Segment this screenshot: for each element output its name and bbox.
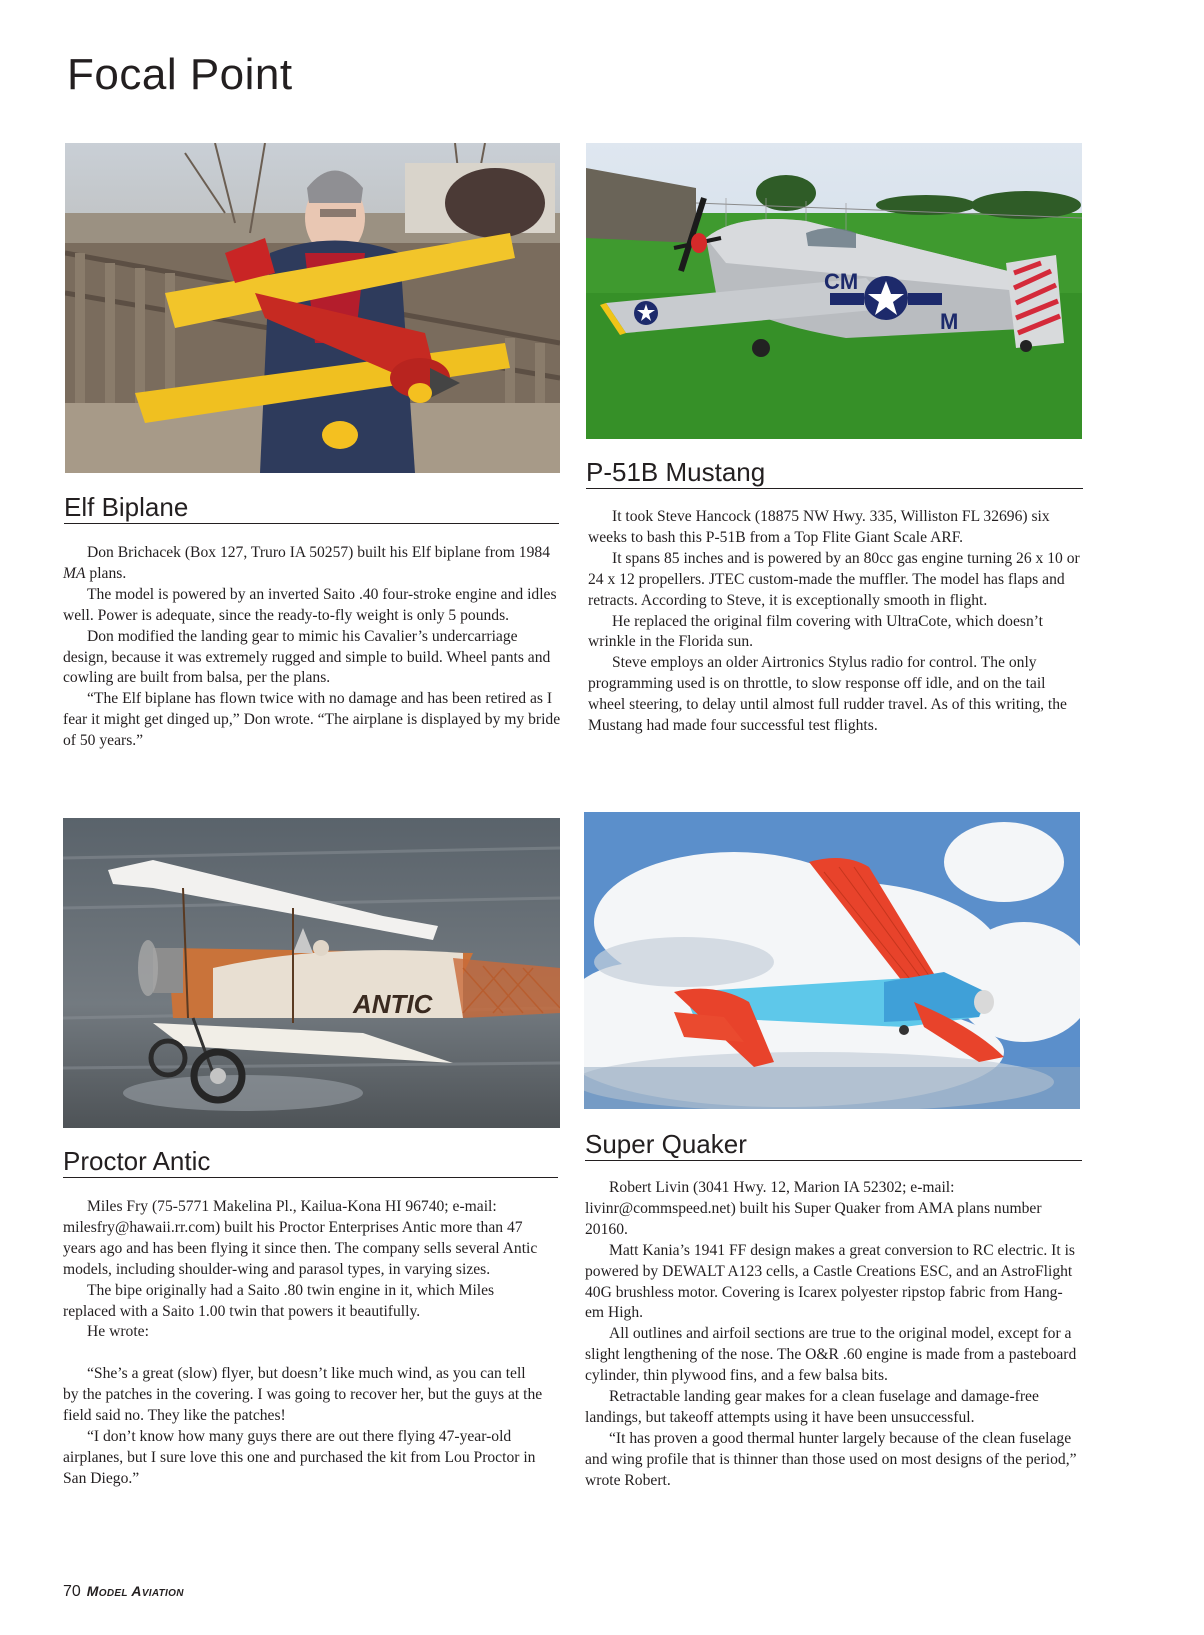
antic-fuselage-text: ANTIC (353, 989, 433, 1019)
paragraph: He replaced the original film covering with UltraCote, which doesn’t wrinkle in the Florida sun. (588, 612, 1044, 651)
super-quaker-body (585, 1178, 1081, 1492)
paragraph: Retractable landing gear makes for a clean fuselage and damage-free landings, but takeoff attempts using it have been unsuccessful. (585, 1388, 1039, 1426)
paragraph: All outlines and airfoil sections are true to the original model, except for a slight lengthening of the nose. The O&R .60 engine is made from a pasteboard cylinder, thin plywood fins, and a few balsa bits. (585, 1325, 1077, 1385)
elf-biplane-body (63, 543, 561, 752)
mustang-code-right: M (940, 309, 959, 334)
paragraph: He wrote: (87, 1323, 149, 1341)
proctor-antic-body (63, 1197, 543, 1490)
paragraph: Miles Fry (75-5771 Makelina Pl., Kailua-Kona HI 96740; e-mail: milesfry@hawaii.rr.com) built his Proctor Enterprises Antic more than 47 years ago and has been flying it since then. The company sells several Antic models, including shoulder-wing and parasol types, in varying sizes. (63, 1198, 538, 1278)
page-title: Focal Point (67, 50, 293, 99)
mustang-code-left: CM (824, 269, 859, 294)
paragraph: “The Elf biplane has flown twice with no damage and has been retired as I fear it might get dinged up,” Don wrote. “The airplane is displayed by my bride of 50 years.” (63, 690, 561, 750)
super-quaker-photo (584, 812, 1080, 1109)
elf-biplane-heading: Elf Biplane (64, 493, 559, 524)
paragraph: Matt Kania’s 1941 FF design makes a great conversion to RC electric. It is powered by DEWALT A123 cells, a Castle Creations ESC, and an AstroFlight 40G brushless motor. Covering is Icarex polyester ripstop fabric from Hang-em High. (585, 1241, 1075, 1322)
paragraph: It spans 85 inches and is powered by an 80cc gas engine turning 26 x 10 or 24 x 12 propellers. JTEC custom-made the muffler. The model has flaps and retracts. According to Steve, it is exceptionally smooth in flight. (588, 549, 1080, 609)
p51b-mustang-body (588, 507, 1084, 737)
paragraph: The model is powered by an inverted Saito .40 four-stroke engine and idles well. Power is adequate, since the ready-to-fly weight is only 5 pounds. (63, 585, 557, 624)
paragraph: Don Brichacek (Box 127, Truro IA 50257) built his Elf biplane from 1984 MA plans. (63, 544, 550, 582)
p51b-mustang-photo (586, 143, 1082, 439)
magazine-name: Model Aviation (86, 1583, 184, 1599)
super-quaker-heading: Super Quaker (585, 1130, 1082, 1161)
paragraph: “She’s a great (slow) flyer, but doesn’t like much wind, as you can tell by the patches in the covering. I was going to recover her, but the guys at the field said no. They like the patches! (63, 1365, 543, 1425)
paragraph: It took Steve Hancock (18875 NW Hwy. 335, Williston FL 32696) six weeks to bash this P-51B from a Top Flite Giant Scale ARF. (588, 508, 1050, 546)
proctor-antic-heading: Proctor Antic (63, 1147, 558, 1178)
paragraph: Steve employs an older Airtronics Stylus radio for control. The only programming used is on throttle, to slow response off idle, and on the tail wheel steering, to delay until almost full rudder travel. As of this writing, the Mustang had made four successful test flights. (588, 654, 1067, 735)
paragraph: “It has proven a good thermal hunter largely because of the clean fuselage and wing profile that is thinner than those used on most designs of the period,” wrote Robert. (585, 1429, 1077, 1489)
page-footer (63, 1583, 184, 1601)
elf-biplane-photo (65, 143, 560, 473)
paragraph: Don modified the landing gear to mimic his Cavalier’s undercarriage design, because it was extremely rugged and simple to build. Wheel pants and cowling are built from balsa, per the plans. (63, 627, 551, 687)
paragraph: The bipe originally had a Saito .80 twin engine in it, which Miles replaced with a Saito 1.00 twin that powers it beautifully. (63, 1281, 495, 1320)
proctor-antic-photo (63, 818, 560, 1128)
p51b-mustang-heading: P-51B Mustang (586, 458, 1083, 489)
paragraph: Robert Livin (3041 Hwy. 12, Marion IA 52302; e-mail: livinr@commspeed.net) built his Super Quaker from AMA plans number 20160. (585, 1179, 1042, 1238)
paragraph: “I don’t know how many guys there are out there flying 47-year-old airplanes, but I sure love this one and purchased the kit from Lou Proctor in San Diego.” (63, 1427, 536, 1487)
page-number: 70 (63, 1583, 81, 1600)
